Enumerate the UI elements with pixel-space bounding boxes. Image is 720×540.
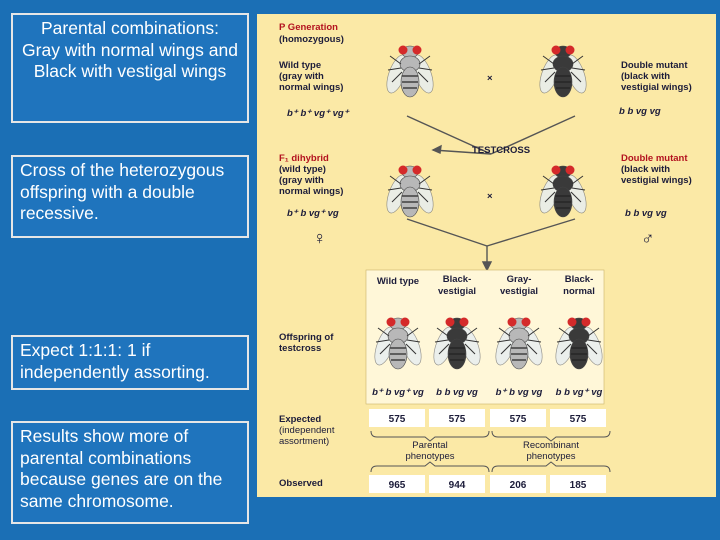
svg-text:b b vg⁺ vg: b b vg⁺ vg (555, 387, 603, 398)
female-symbol: ♀ (313, 228, 327, 248)
svg-text:P Generation: P Generation (279, 22, 338, 33)
double-mutant-f-label (621, 153, 692, 186)
svg-text:Recombinant: Recombinant (523, 440, 579, 451)
note-expected-ratio: Expect 1:1:1: 1 if independently assorting. (11, 335, 249, 390)
svg-text:vestigial: vestigial (437, 286, 477, 297)
svg-text:normal wings): normal wings) (279, 186, 344, 197)
svg-text:Double mutant: Double mutant (621, 60, 688, 71)
svg-text:F₁ dihybrid: F₁ dihybrid (279, 153, 329, 164)
phenotype-groups (405, 440, 579, 462)
svg-text:185: 185 (569, 480, 587, 491)
svg-text:phenotypes: phenotypes (526, 451, 576, 462)
svg-text:(black with: (black with (621, 71, 671, 82)
svg-text:vestigial: vestigial (499, 286, 539, 297)
f1-mutant-fly-icon (536, 166, 591, 218)
svg-text:(gray with: (gray with (279, 175, 324, 186)
svg-text:phenotypes: phenotypes (405, 451, 455, 462)
p-generation-label (279, 22, 344, 45)
offspring-arrows (407, 219, 575, 270)
double-mutant-p-label (621, 60, 692, 93)
svg-text:b b vg vg: b b vg vg (436, 387, 478, 398)
svg-text:575: 575 (388, 414, 406, 425)
svg-text:(gray with: (gray with (279, 71, 324, 82)
cross-symbol-2: × (487, 191, 493, 202)
expected-values (369, 409, 606, 427)
male-symbol: ♂ (641, 228, 655, 248)
svg-text:965: 965 (388, 480, 406, 491)
expected-label (279, 414, 335, 447)
double-mutant-fly-icon (536, 46, 591, 98)
svg-text:vestigial wings): vestigial wings) (621, 175, 692, 186)
f1-label (279, 153, 343, 197)
svg-text:575: 575 (448, 414, 466, 425)
svg-text:assortment): assortment) (279, 436, 330, 447)
f-mutant-genotype: b b vg vg (625, 208, 667, 219)
svg-text:Wild type: Wild type (376, 276, 420, 287)
svg-text:Offspring of: Offspring of (279, 332, 334, 343)
observed-values (369, 475, 606, 493)
svg-text:(independent: (independent (279, 425, 335, 436)
offspring-label (279, 332, 334, 354)
cross-symbol: × (487, 73, 493, 84)
svg-text:(homozygous): (homozygous) (279, 34, 344, 45)
svg-text:Parental: Parental (412, 440, 448, 451)
note-results: Results show more of parental combinations because genes are on the same chromosome. (11, 421, 249, 524)
svg-text:Expected: Expected (279, 414, 322, 425)
svg-text:575: 575 (509, 414, 527, 425)
p-wild-genotype: b⁺ b⁺ vg⁺ vg⁺ (287, 108, 349, 119)
svg-text:normal: normal (563, 286, 595, 297)
svg-text:575: 575 (569, 414, 587, 425)
svg-text:Gray-: Gray- (506, 274, 532, 285)
svg-text:vestigial wings): vestigial wings) (621, 82, 692, 93)
p-mutant-genotype: b b vg vg (619, 106, 661, 117)
wild-type-fly-icon (383, 46, 438, 98)
svg-text:206: 206 (509, 480, 527, 491)
svg-text:(wild type): (wild type) (279, 164, 326, 175)
svg-text:Black-: Black- (442, 274, 472, 285)
testcross-label: TESTCROSS (472, 145, 531, 156)
svg-text:Double mutant: Double mutant (621, 153, 688, 164)
svg-text:Wild type: Wild type (279, 60, 322, 71)
svg-text:Black-: Black- (564, 274, 594, 285)
svg-text:(black with: (black with (621, 164, 671, 175)
note-cross: Cross of the heterozygous offspring with a double recessive. (11, 155, 249, 238)
svg-text:normal wings): normal wings) (279, 82, 344, 93)
wild-type-label (279, 60, 343, 93)
f1-fly-icon (383, 166, 438, 218)
svg-text:944: 944 (448, 480, 466, 491)
note-parental-combinations: Parental combinations: Gray with normal wings and Black with vestigal wings (11, 13, 249, 123)
svg-text:b⁺ b vg vg: b⁺ b vg vg (495, 387, 543, 398)
svg-text:testcross: testcross (279, 343, 322, 354)
testcross-figure (257, 14, 716, 497)
svg-text:b⁺ b vg⁺ vg: b⁺ b vg⁺ vg (372, 387, 424, 398)
f1-genotype: b⁺ b vg⁺ vg (287, 208, 339, 219)
observed-label: Observed (279, 478, 323, 489)
